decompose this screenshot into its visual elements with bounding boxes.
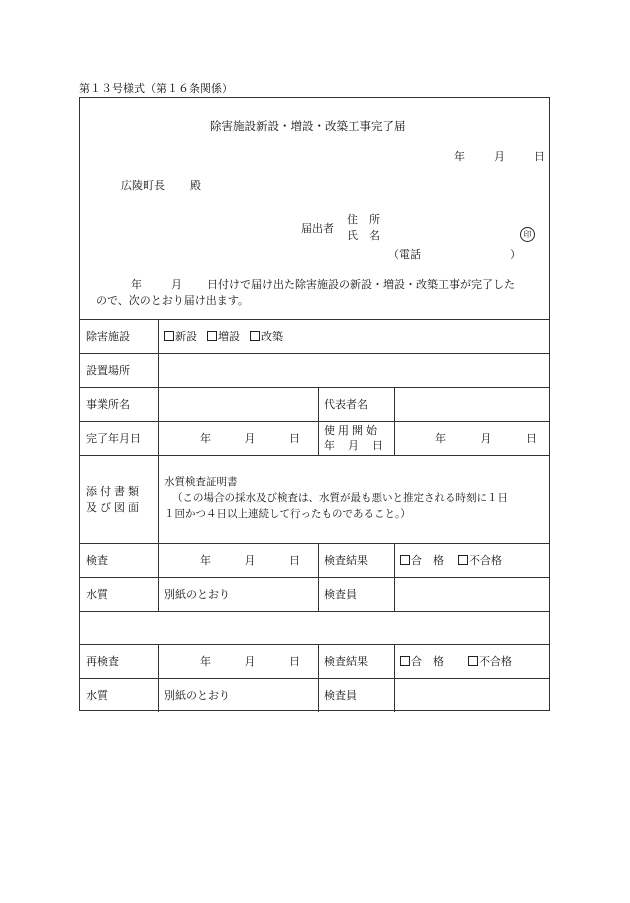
completion-year: 年 <box>200 432 211 445</box>
water2-value: 別紙のとおり <box>164 689 230 702</box>
facility-label: 除害施設 <box>86 330 130 343</box>
inspection-fail-label: 不合格 <box>469 554 502 567</box>
inspection-month: 月 <box>244 554 256 567</box>
checkbox-icon[interactable] <box>400 656 410 666</box>
facility-option-rebuild[interactable] <box>250 328 283 344</box>
office-input[interactable] <box>160 388 316 420</box>
use-start-year: 年 <box>435 432 446 445</box>
office-label: 事業所名 <box>86 398 130 411</box>
reinspection-date[interactable] <box>200 644 300 678</box>
reinspection-result-options <box>400 644 512 678</box>
facility-option-new-label: 新設 <box>175 330 197 343</box>
reinspection-day: 日 <box>289 655 300 668</box>
inspector2-label: 検査員 <box>324 689 357 702</box>
completion-month: 月 <box>244 432 256 445</box>
attachments-label-line2: 及び図面 <box>86 501 142 514</box>
location-label: 設置場所 <box>86 364 130 377</box>
checkbox-icon[interactable] <box>400 555 410 565</box>
use-start-date[interactable] <box>435 421 537 455</box>
form-number: 第１３号様式（第１６条関係） <box>79 82 233 95</box>
water2-label: 水質 <box>86 689 108 702</box>
use-start-line1: 使用開始 <box>324 424 380 437</box>
use-start-line2: 年 月 日 <box>324 439 384 452</box>
body-line1-rest: 日付けで届け出た除害施設の新設・増設・改築工事が完了した <box>207 278 515 291</box>
facility-option-expand[interactable] <box>207 328 240 344</box>
address-label: 住 所 <box>347 213 380 226</box>
inspection-fail-option[interactable] <box>458 552 502 568</box>
phone-close: ） <box>510 248 521 261</box>
reinspection-label: 再検査 <box>86 655 119 668</box>
checkbox-icon[interactable] <box>207 331 217 341</box>
addressee-name: 広陵町長 <box>121 179 165 192</box>
inspection-label: 検査 <box>86 554 108 567</box>
header-month: 月 <box>494 150 505 163</box>
checkbox-icon[interactable] <box>458 555 468 565</box>
seal-icon: 印 <box>520 227 535 242</box>
attachments-content <box>164 474 508 522</box>
facility-option-rebuild-label: 改築 <box>261 330 283 343</box>
reinspection-fail-label: 不合格 <box>479 655 512 668</box>
inspection-result-label: 検査結果 <box>324 554 368 567</box>
header-date <box>454 148 545 164</box>
use-start-label <box>324 423 388 453</box>
water-value: 別紙のとおり <box>164 588 230 601</box>
phone-open: （電話 <box>388 248 421 261</box>
addressee <box>121 177 201 193</box>
reinspection-fail-option[interactable] <box>468 653 512 669</box>
name-label: 氏 名 <box>347 229 380 242</box>
facility-options <box>164 319 283 353</box>
water-label: 水質 <box>86 588 108 601</box>
representative-input[interactable] <box>396 388 548 420</box>
reinspection-result-label: 検査結果 <box>324 655 368 668</box>
facility-option-new[interactable] <box>164 328 197 344</box>
use-start-day: 日 <box>526 432 537 445</box>
use-start-month: 月 <box>480 432 492 445</box>
completion-date[interactable] <box>200 421 300 455</box>
reinspection-pass-label: 合 格 <box>411 655 444 668</box>
facility-option-expand-label: 増設 <box>218 330 240 343</box>
attachments-doc: 水質検査証明書 <box>164 476 238 488</box>
blank-row <box>82 612 548 643</box>
applicant-label: 届出者 <box>301 222 334 235</box>
attachments-label-line1: 添付書類 <box>86 485 142 498</box>
inspection-day: 日 <box>289 554 300 567</box>
location-input[interactable] <box>160 354 548 386</box>
attachments-note-line2: １回かつ４日以上連続して行ったものであること。） <box>164 508 411 520</box>
reinspection-pass-option[interactable] <box>400 653 444 669</box>
body-month: 月 <box>171 278 182 291</box>
representative-label: 代表者名 <box>324 398 368 411</box>
attachments-note-line1: （この場合の採水及び検査は、水質が最も悪いと推定される時刻に１日 <box>172 492 508 504</box>
form-title: 除害施設新設・増設・改築工事完了届 <box>210 119 406 133</box>
checkbox-icon[interactable] <box>250 331 260 341</box>
attachments-label <box>86 484 152 516</box>
inspection-pass-label: 合 格 <box>411 554 444 567</box>
body-line-1 <box>131 276 515 292</box>
inspector-label: 検査員 <box>324 588 357 601</box>
seal-mark <box>520 227 535 242</box>
header-day: 日 <box>534 150 545 163</box>
honorific: 殿 <box>190 179 201 192</box>
inspector-input[interactable] <box>396 578 548 610</box>
inspector2-input[interactable] <box>396 679 548 711</box>
form-frame <box>79 97 550 711</box>
inspection-year: 年 <box>200 554 211 567</box>
inspection-pass-option[interactable] <box>400 552 444 568</box>
checkbox-icon[interactable] <box>164 331 174 341</box>
checkbox-icon[interactable] <box>468 656 478 666</box>
completion-day: 日 <box>289 432 300 445</box>
header-year: 年 <box>454 150 465 163</box>
inspection-date[interactable] <box>200 543 300 577</box>
completion-label: 完了年月日 <box>86 432 141 445</box>
body-line-2: ので、次のとおり届け出ます。 <box>96 294 249 307</box>
inspection-result-options <box>400 543 502 577</box>
reinspection-month: 月 <box>244 655 256 668</box>
body-year: 年 <box>131 278 142 291</box>
reinspection-year: 年 <box>200 655 211 668</box>
